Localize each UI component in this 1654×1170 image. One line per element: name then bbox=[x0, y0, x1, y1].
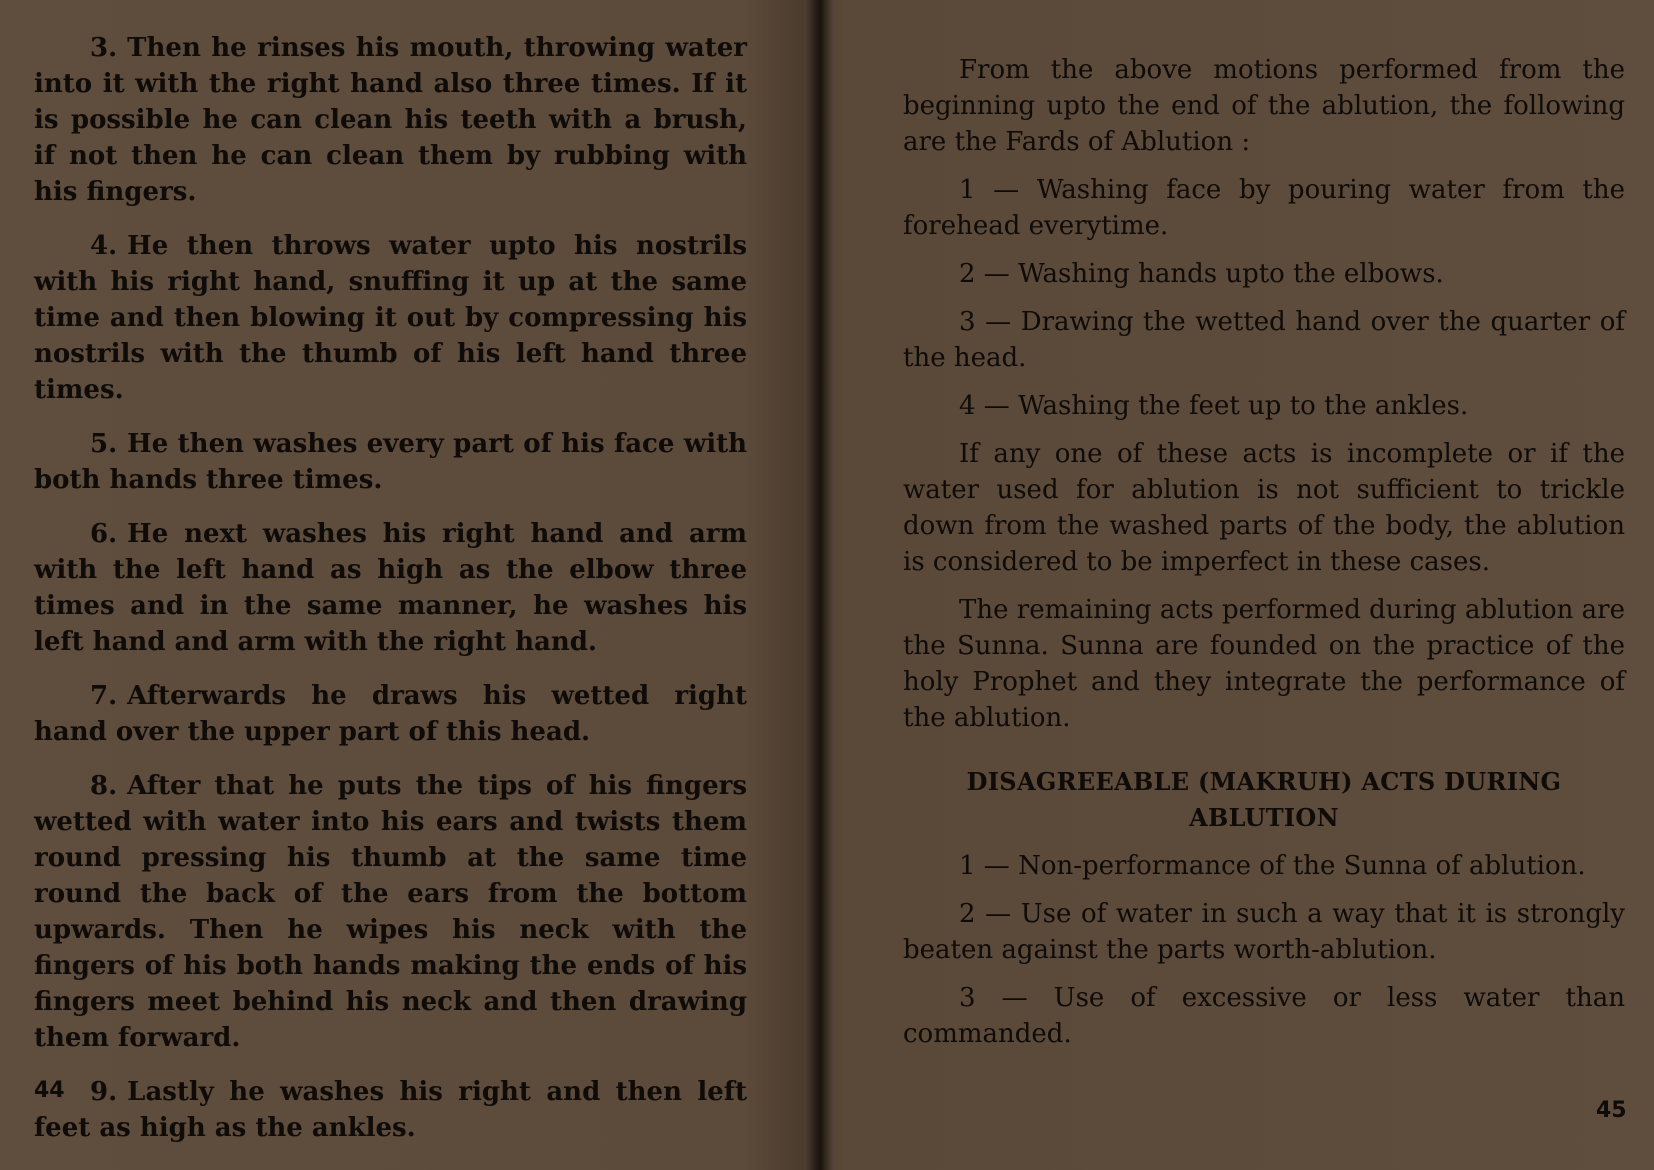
step-paragraph-7 bbox=[34, 678, 747, 750]
step-paragraph-5 bbox=[34, 426, 747, 498]
step-number: 9. bbox=[90, 1077, 118, 1107]
right-page-text bbox=[903, 52, 1625, 1052]
step-paragraph-4 bbox=[34, 228, 747, 408]
step-paragraph-6 bbox=[34, 516, 747, 660]
step-number: 8. bbox=[90, 771, 118, 801]
step-paragraph-9 bbox=[34, 1074, 747, 1146]
step-number: 7. bbox=[90, 681, 118, 711]
step-text: He next washes his right hand and arm with the left hand as high as the elbow three times and in the same manner, he washes his left hand and arm with the right hand. bbox=[34, 519, 747, 657]
fards-intro: From the above motions performed from the beginning upto the end of the ablution, the following are the Fards of Ablution : bbox=[903, 55, 1625, 157]
fard-item: 4 — Washing the feet up to the ankles. bbox=[959, 391, 1469, 421]
step-number: 6. bbox=[90, 519, 118, 549]
makruh-item: 2 — Use of water in such a way that it is strongly beaten against the parts worth-ablution. bbox=[903, 899, 1625, 965]
incomplete-note: If any one of these acts is incomplete or if the water used for ablution is not sufficient to trickle down from the washed parts of the body, the ablution is considered to be imperfect in these cases. bbox=[903, 439, 1625, 577]
book-gutter bbox=[805, 0, 833, 1170]
step-text: After that he puts the tips of his fingers wetted with water into his ears and twists them round pressing his thumb at the same time round the back of the ears from the bottom upwards. Then he wipes his neck with the fingers of his both hands making the ends of his fingers meet behind his neck and then drawing them forward. bbox=[34, 771, 747, 1053]
fard-item: 3 — Drawing the wetted hand over the quarter of the head. bbox=[903, 307, 1625, 373]
step-number: 3. bbox=[90, 33, 118, 63]
left-page bbox=[0, 0, 805, 1170]
step-paragraph-3 bbox=[34, 30, 747, 210]
page-number-left: 44 bbox=[34, 1078, 65, 1103]
heading-line-1: DISAGREEABLE (MAKRUH) ACTS DURING bbox=[966, 767, 1562, 796]
step-text: Lastly he washes his right and then left feet as high as the ankles. bbox=[34, 1077, 747, 1143]
section-heading bbox=[903, 764, 1625, 836]
step-paragraph-8 bbox=[34, 768, 747, 1056]
step-number: 5. bbox=[90, 429, 118, 459]
right-page bbox=[833, 0, 1654, 1170]
step-text: Afterwards he draws his wetted right hand over the upper part of this head. bbox=[34, 681, 747, 747]
step-text: Then he rinses his mouth, throwing water into it with the right hand also three times. If it is possible he can clean his teeth with a brush, if not then he can clean them by rubbing with his fingers. bbox=[34, 33, 747, 207]
step-number: 4. bbox=[90, 231, 118, 261]
step-text: He then washes every part of his face with both hands three times. bbox=[34, 429, 747, 495]
fard-item: 1 — Washing face by pouring water from the forehead everytime. bbox=[903, 175, 1625, 241]
fard-item: 2 — Washing hands upto the elbows. bbox=[959, 259, 1444, 289]
step-text: He then throws water upto his nostrils with his right hand, snuffing it up at the same time and then blowing it out by compressing his nostrils with the thumb of his left hand three times. bbox=[34, 231, 747, 405]
heading-line-2: ABLUTION bbox=[1189, 803, 1339, 832]
left-page-text bbox=[34, 30, 747, 1164]
makruh-item: 3 — Use of excessive or less water than commanded. bbox=[903, 983, 1625, 1049]
sunna-note: The remaining acts performed during ablution are the Sunna. Sunna are founded on the practice of the holy Prophet and they integrate the performance of the ablution. bbox=[903, 595, 1625, 733]
makruh-item: 1 — Non-performance of the Sunna of ablution. bbox=[959, 851, 1586, 881]
page-number-right: 45 bbox=[1596, 1098, 1627, 1123]
